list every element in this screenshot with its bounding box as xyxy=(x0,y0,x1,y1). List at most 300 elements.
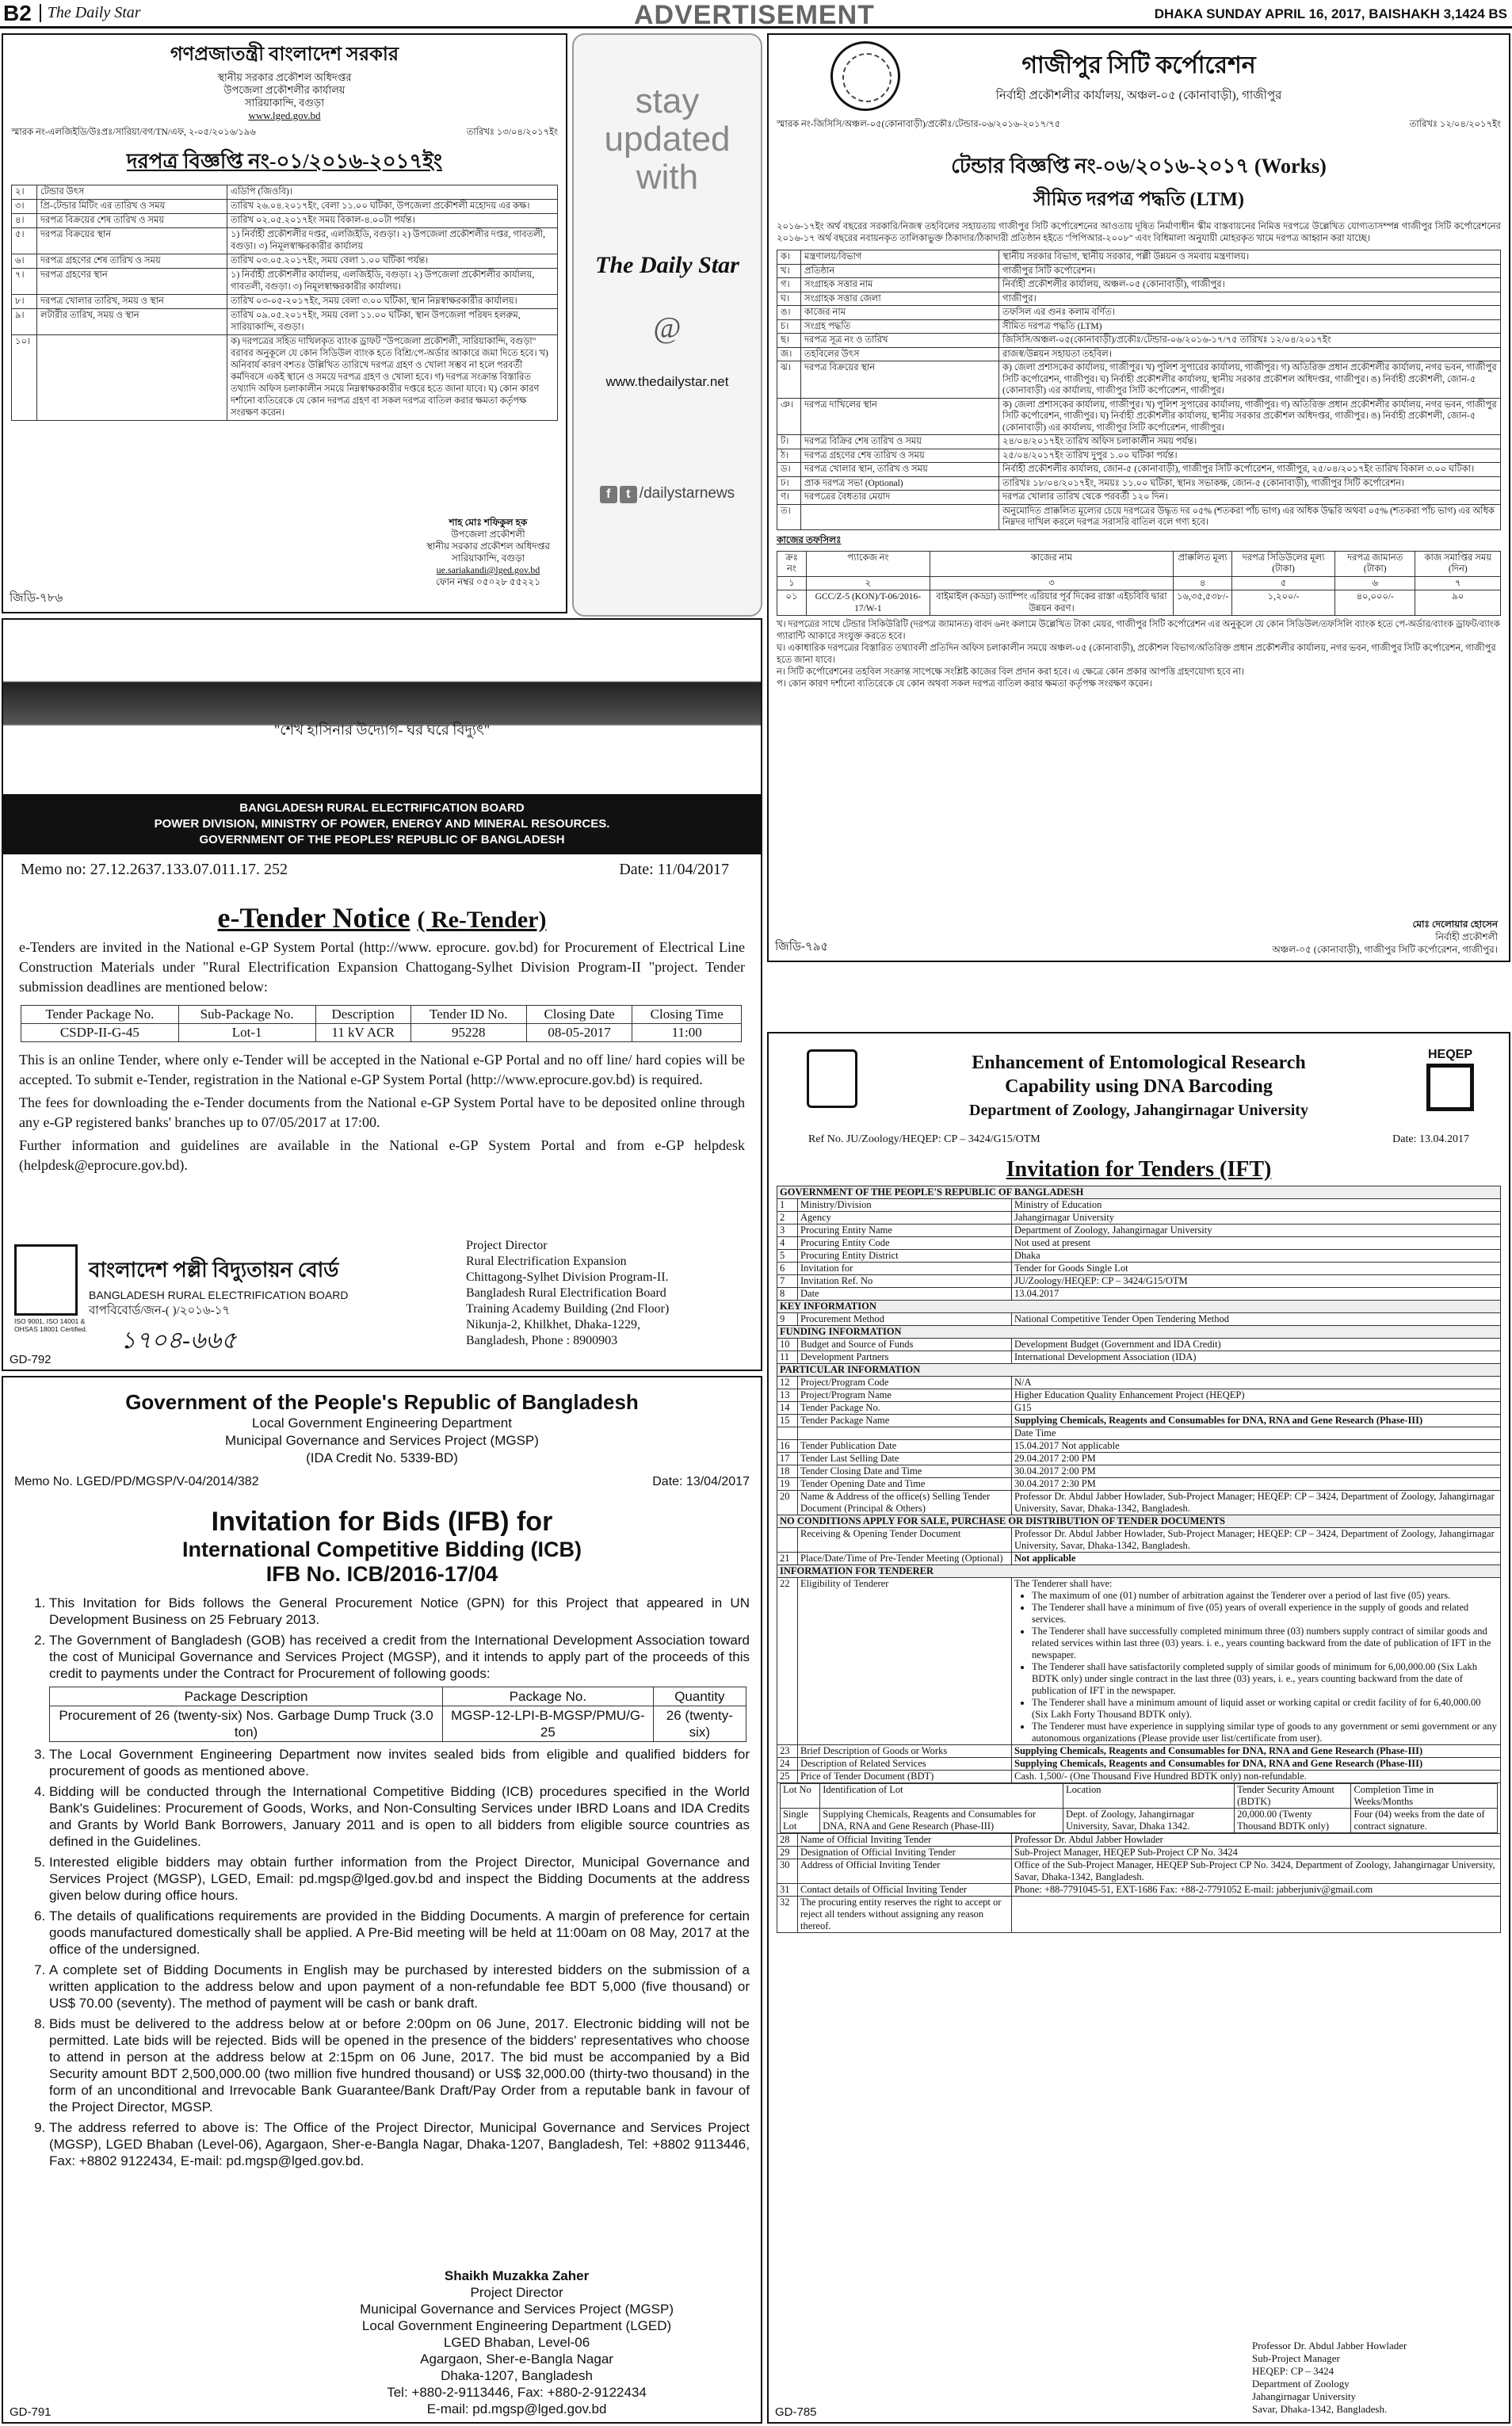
eligibility-item: • The Tenderer shall have successfully completed minimum three (03) numbers supply contract of similar goods and related services within last three (03) years. i. e., years counting backward from the date of publication of IFT in the newspaper. xyxy=(1032,1626,1498,1661)
table-cell: JU/Zoology/HEQEP: CP – 3424/G15/OTM xyxy=(1012,1275,1501,1288)
table-cell: ক) জেলা প্রশাসকের কার্যালয়, গাজীপুর। খ) পুলিশ সুপারের কার্যালয়, গাজীপুর। গ) অতিরিক্ত প্রধান প্রকৌশলীর কার্যালয়, নগর ভবন, গাজীপুর সিটি কর্পোরেশন, গাজীপুর। ঘ) নির্বাহী প্রকৌশলীর কার্যালয়, স্থানীয় সরকার প্রকৌশল অধিদপ্তর, গাজীপুর। ঙ) নির্বাহী প্রকৌশলী, জোন-৫ (কোনাবাড়ী) এর কার্যালয়, গাজীপুর সিটি কর্পোরেশন, গাজীপুর। xyxy=(999,398,1501,435)
table-cell: ৪। xyxy=(12,214,37,228)
table-cell: Contact details of Official Inviting Tender xyxy=(798,1884,1012,1897)
table-cell: 13.04.2017 xyxy=(1012,1288,1501,1301)
table-cell: অনুমোদিত প্রাক্কলিত মূল্যের চেয়ে দরপত্রের উদ্ধৃত দর ০৫% (শতকরা পাঁচ ভাগ) এর অধিক উদ্ধরি অথবা ০৫% (শতকরা পাঁচ ভাগ) এর অধিক নিম্নদর দাখিল করলে দরপত্র সরাসরি বাতিল বলে গণ্য হবে। xyxy=(999,504,1501,529)
breb-header-bar xyxy=(3,794,761,854)
table-row xyxy=(777,1453,1501,1465)
table-cell xyxy=(801,504,999,529)
table-row xyxy=(777,1884,1501,1897)
column-header: Location xyxy=(1063,1784,1235,1809)
table-cell: 19 xyxy=(777,1478,798,1491)
ad-code: GD-785 xyxy=(775,2405,817,2419)
ifb-clause xyxy=(49,1632,750,1742)
office-2: উপজেলা প্রকৌশলীর কার্যালয় xyxy=(223,84,346,96)
note: খ। দরপত্রের সাথে টেন্ডার সিকিউরিটি (দরপত্র জামানত) বাবদ ৬নং কলামে উল্লেখিত টাকা মেয়র, গাজীপুর সিটি কর্পোরেশন এর অনুকূলে যে কোন সিডিউল/তফসিলি ব্যাংক হতে পে-অর্ডার/ব্যাংক ড্রাফট/ব্যাংক গ্যারান্টি আকারে সংযুক্ত করতে হবে। xyxy=(777,620,1500,641)
pd-line: Project Director xyxy=(466,1239,548,1252)
ifb-number: IFB No. ICB/2016-17/04 xyxy=(265,1562,498,1586)
website-link[interactable]: www.thedailystar.net xyxy=(605,374,729,389)
table-cell: প্রতিষ্ঠান xyxy=(801,264,999,278)
signatory-block xyxy=(360,2267,674,2417)
table-cell: Not used at present xyxy=(1012,1237,1501,1250)
column-header: প্যাকেজ নং xyxy=(806,551,930,576)
table-cell: 11 kV ACR xyxy=(315,1024,410,1042)
table-cell: রাজস্ব/উন্নয়ন সহায়তা তহবিল। xyxy=(999,347,1501,361)
signatory-line: Jahangirnagar University xyxy=(1252,2390,1357,2402)
table-cell: ঘ। xyxy=(777,292,801,306)
table-cell: Project/Program Code xyxy=(798,1377,1012,1389)
signatory-name: মোঃ দেলোয়ার হোসেন xyxy=(1412,919,1498,930)
section-header: KEY INFORMATION xyxy=(777,1301,1501,1313)
table-cell: দরপত্র বিক্রয়ের স্থান xyxy=(801,361,999,399)
tender-title: টেন্ডার বিজ্ঞপ্তি নং-০৬/২০১৬-২০১৭ (Works) xyxy=(951,155,1327,178)
promo-line-1: stay xyxy=(635,82,700,120)
lot-table xyxy=(780,1783,1498,1833)
ifb-clause xyxy=(49,2015,750,2115)
table-cell: প্রাক দরপত্র সভা (Optional) xyxy=(801,476,999,491)
table-cell: Brief Description of Goods or Works xyxy=(798,1745,1012,1758)
breb-logo-icon xyxy=(14,1244,78,1316)
table-cell: ট। xyxy=(777,435,801,449)
page-number: B2 xyxy=(3,0,32,25)
bar-line-2: POWER DIVISION, MINISTRY OF POWER, ENERGY AND MINERAL RESOURCES. xyxy=(154,817,610,831)
table-cell: The procuring entity reserves the right to accept or reject all tenders without assigning any reason thereof. xyxy=(798,1897,1012,1933)
board-name-en: BANGLADESH RURAL ELECTRIFICATION BOARD xyxy=(89,1289,349,1301)
table-cell: Single Lot xyxy=(781,1809,820,1833)
table-cell: 30 xyxy=(777,1859,798,1884)
section-header: NO CONDITIONS APPLY FOR SALE, PURCHASE OR DISTRIBUTION OF TENDER DOCUMENTS xyxy=(777,1515,1501,1528)
table-cell: 31 xyxy=(777,1884,798,1897)
table-cell: ৭। xyxy=(12,269,37,295)
social-handle-text: /dailystarnews xyxy=(639,485,735,502)
table-row xyxy=(12,185,558,200)
table-cell: গ। xyxy=(777,278,801,292)
table-cell: Eligibility of Tenderer xyxy=(798,1578,1012,1745)
table-cell: 28 xyxy=(777,1834,798,1847)
table-row xyxy=(777,1237,1501,1250)
gazipur-schedule-table xyxy=(777,551,1501,617)
table-cell: খ। xyxy=(777,264,801,278)
table-cell: 30.04.2017 2:30 PM xyxy=(1012,1478,1501,1491)
table-cell: ঙ। xyxy=(777,306,801,320)
table-cell: Development Partners xyxy=(798,1351,1012,1364)
ad-heqep-ift xyxy=(767,1032,1510,2424)
table-cell: Department of Zoology, Jahangirnagar University xyxy=(1012,1224,1501,1237)
table-row xyxy=(777,1275,1501,1288)
column-header: Sub-Package No. xyxy=(178,1006,315,1024)
signatory-line: Department of Zoology xyxy=(1252,2378,1350,2390)
table-row xyxy=(777,264,1501,278)
table-cell: 15 xyxy=(777,1415,798,1427)
table-cell: এডিপি (জিওবি)। xyxy=(227,185,558,200)
table-cell: কাজের নাম xyxy=(801,306,999,320)
table-cell: Supplying Chemicals, Reagents and Consumables for DNA, RNA and Gene Research (Phase-III) xyxy=(1012,1745,1501,1758)
column-header: দরপত্র জামানত (টাকা) xyxy=(1335,551,1415,576)
table-cell: 3 xyxy=(777,1224,798,1237)
table-row xyxy=(777,334,1501,348)
column-header: কাজের নাম xyxy=(930,551,1173,576)
table-cell: 30.04.2017 2:00 PM xyxy=(1012,1465,1501,1478)
memo-date: Date: 11/04/2017 xyxy=(619,861,729,878)
table-row xyxy=(777,1440,1501,1453)
column-header: কাজ সমাপ্তির সময় (দিন) xyxy=(1415,551,1501,576)
column-header: Completion Time in Weeks/Months xyxy=(1351,1784,1498,1809)
table-cell: তারিখঃ ১৮/০৪/২০১৭ইং, সময়ঃ ১১.০০ ঘটিকা, স্থানঃ সভাকক্ষ, জোন-৫ (কোনাবাড়ী), গাজীপুর সিটি কর্পোরেশন। xyxy=(999,476,1501,491)
table-cell: 32 xyxy=(777,1897,798,1933)
signatory-office: স্থানীয় সরকার প্রকৌশল অধিদপ্তর xyxy=(426,541,550,552)
table-cell: 7 xyxy=(777,1275,798,1288)
table-cell xyxy=(1012,1897,1501,1933)
ad-code: GD-791 xyxy=(10,2405,52,2419)
ad-code: জিডি-৭৯৫ xyxy=(775,940,829,953)
table-row xyxy=(21,1024,742,1042)
table-cell: 11:00 xyxy=(632,1024,742,1042)
ifb-clause xyxy=(49,2119,750,2169)
notice-subtitle: ( Re-Tender) xyxy=(417,907,547,933)
table-row xyxy=(777,1389,1501,1402)
table-row xyxy=(777,1528,1501,1553)
table-row xyxy=(12,228,558,254)
paragraph-4: Further information and guidelines are available in the National e-GP System Portal and from e-GP helpdesk (helpdesk@eprocure.gov.bd). xyxy=(19,1137,745,1173)
section-row xyxy=(777,1515,1501,1528)
table-cell: National Competitive Tender Open Tendering Method xyxy=(1012,1313,1501,1326)
table-cell xyxy=(798,1427,1012,1440)
section-row xyxy=(777,1565,1501,1578)
heading-3: Department of Zoology, Jahangirnagar University xyxy=(969,1102,1308,1119)
table-row xyxy=(12,200,558,214)
tender-method: সীমিত দরপত্র পদ্ধতি (LTM) xyxy=(1033,189,1244,210)
signatory-place: সারিয়াকান্দি, বগুড়া xyxy=(451,552,525,564)
table-cell: নির্বাহী প্রকৌশলীর কার্যালয়, জোন-৫ (কোনাবাড়ী), গাজীপুর সিটি কর্পোরেশন, গাজীপুর, ২৫/০৪/২০১৭ইং তারিখ বিকাল ৩.০০ ঘটিকা। xyxy=(999,463,1501,477)
ifb-clause xyxy=(49,1908,750,1958)
note: ঘ। একাধারিক দরপত্রের বিস্তারিত তথ্যাবলী প্রতিদিন অফিস চলাকালীন সময়ে অঞ্চল-০৫ (কোনাবাড়ী), প্রকৌশল বিভাগ/অতিরিক্ত প্রধান প্রকৌশলীর কার্যালয়, নগর ভবন, গাজীপুর সিটি কর্পোরেশন, গাজীপুর হতে জানা যাবে। xyxy=(777,644,1496,665)
social-handle[interactable] xyxy=(574,485,761,503)
table-row xyxy=(777,1553,1501,1565)
table-cell: Place/Date/Time of Pre-Tender Meeting (Optional) xyxy=(798,1553,1012,1565)
table-cell: 26 (twenty-six) xyxy=(653,1706,746,1742)
twitter-icon[interactable]: t xyxy=(620,486,637,503)
table-cell: দরপত্র বিক্রয়ের শেষ তারিখ ও সময় xyxy=(37,214,227,228)
table-cell xyxy=(37,335,227,421)
ifb-clause xyxy=(49,1746,750,1779)
table-cell: 22 xyxy=(777,1578,798,1745)
signatory-block xyxy=(1252,2340,1407,2416)
ref-handwritten: ১৭০৪-৬৬৫ xyxy=(120,1328,237,1354)
heqep-logo-icon xyxy=(1426,1064,1474,1111)
table-cell: 8 xyxy=(777,1288,798,1301)
table-row xyxy=(777,491,1501,505)
clause-text: Bidding will be conducted through the International Competitive Bidding (ICB) procedures specified in the World Bank's Guidelines: Procurement of Goods, Works, and Non-Consulting Services under IBRD Loans and IDA Credits and Grants by World Bank Borrowers, January 2011 and is open to all bidders from eligible source countries as defined in the Guidelines. xyxy=(49,1784,750,1849)
heading-2: Capability using DNA Barcoding xyxy=(1005,1076,1273,1097)
column-header: Description xyxy=(315,1006,410,1024)
table-cell: Project/Program Name xyxy=(798,1389,1012,1402)
section-header: INFORMATION FOR TENDERER xyxy=(777,1565,1501,1578)
column-number: ২ xyxy=(806,576,930,590)
section-title: ADVERTISEMENT xyxy=(634,0,875,30)
table-cell: ঞ। xyxy=(777,398,801,435)
ref-date: তারিখঃ ১৩/০৪/২০১৭ইং xyxy=(466,128,558,137)
table-row xyxy=(777,1427,1501,1440)
table-cell: ড। xyxy=(777,463,801,477)
column-number: ৬ xyxy=(1335,576,1415,590)
table-cell: Description of Related Services xyxy=(798,1758,1012,1771)
table-cell: Procuring Entity Name xyxy=(798,1224,1012,1237)
pd-line: Chittagong-Sylhet Division Program-II. xyxy=(466,1270,669,1284)
paragraph-1: e-Tenders are invited in the National e-GP System Portal (http://www. eprocure. gov.bd) for Procurement of Electrical Line Construction Materials under "Rural Electrification Expansion Chattogang-Sylhet Division Program-II "project. Tender submission deadlines are mentioned below: xyxy=(19,939,745,995)
table-cell: Procurement of 26 (twenty-six) Nos. Garbage Dump Truck (3.0 ton) xyxy=(50,1706,443,1742)
table-cell: Designation of Official Inviting Tender xyxy=(798,1847,1012,1859)
table-cell: 95228 xyxy=(410,1024,526,1042)
table-cell: ২। xyxy=(12,185,37,200)
section-row xyxy=(777,1301,1501,1313)
table-row xyxy=(777,1224,1501,1237)
table-cell: Budget and Source of Funds xyxy=(798,1339,1012,1351)
table-cell: Sub-Project Manager, HEQEP Sub-Project CP No. 3424 xyxy=(1012,1847,1501,1859)
table-cell: 6 xyxy=(777,1263,798,1275)
table-cell: ঠ। xyxy=(777,449,801,463)
table-cell: 21 xyxy=(777,1553,798,1565)
email-link[interactable]: ue.sariakandi@lged.gov.bd xyxy=(436,564,540,575)
section-row xyxy=(777,1326,1501,1339)
signatory-line: Local Government Engineering Department (LGED) xyxy=(361,2318,672,2333)
ifb-clause xyxy=(49,1962,750,2011)
table-cell: ৮। xyxy=(12,295,37,309)
lot-row xyxy=(777,1783,1501,1834)
gazipur-subtitle: নির্বাহী প্রকৌশলীর কার্যালয়, অঞ্চল-০৫ (কোনাবাড়ী), গাজীপুর xyxy=(995,90,1282,102)
table-row xyxy=(777,347,1501,361)
table-cell: Procuring Entity Code xyxy=(798,1237,1012,1250)
memo-number: Memo No. LGED/PD/MGSP/V-04/2014/382 xyxy=(14,1475,259,1488)
clause-text: The Government of Bangladesh (GOB) has received a credit from the International Development Association toward the cost of Municipal Governance and Services Project (MGSP), and it intends to apply part of the proceeds of this credit to payments under the Contract for Procurement of following goods: xyxy=(49,1633,750,1681)
slogan: "শেখ হাসিনার উদ্যোগ- ঘর ঘরে বিদ্যুৎ" xyxy=(273,722,491,738)
signatory-line: Shaikh Muzakka Zaher xyxy=(444,2268,590,2283)
signatory-line: Tel: +880-2-9113446, Fax: +880-2-9122434 xyxy=(387,2385,647,2400)
table-row xyxy=(777,1402,1501,1415)
table-cell: তারিখ ০৩-০৫-২০১৭ইং, সময় বেলা ৩.০০ ঘটিকা, স্থান নিম্নস্বাক্ষরকারীর কার্যালয়। xyxy=(227,295,558,309)
column-header: ক্রঃ নং xyxy=(777,551,807,576)
table-cell: Tender Package Name xyxy=(798,1415,1012,1427)
eligibility-item: • The Tenderer shall have a minimum of five (05) years of overall experience in the supply of goods and related services. xyxy=(1032,1602,1498,1626)
city-corporation-seal-icon xyxy=(830,41,900,111)
phone: ফোন নম্বর ০৫০২৮ ৫৫২২১ xyxy=(435,576,540,587)
table-row xyxy=(777,449,1501,463)
ref-bn: বাপবিবোর্ড/জন-( )/২০১৬-১৭ xyxy=(89,1305,231,1317)
schedule-label: কাজের তফসিলঃ xyxy=(777,533,842,545)
table-cell: দরপত্র বিক্রির শেষ তারিখ ও সময় xyxy=(801,435,999,449)
table-row xyxy=(777,1578,1501,1745)
eligibility-list xyxy=(1014,1590,1498,1744)
table-cell: 16 xyxy=(777,1440,798,1453)
table-cell: Tender Package No. xyxy=(798,1402,1012,1415)
table-header-row xyxy=(21,1006,742,1024)
table-cell: 23 xyxy=(777,1745,798,1758)
table-cell: তারিখ ০৩.০৫.২০১৭ইং, সময় বেলা ১.০০ ঘটিকা পর্যন্ত। xyxy=(227,254,558,269)
pd-line: Rural Electrification Expansion xyxy=(466,1255,627,1268)
table-row xyxy=(777,398,1501,435)
table-cell: Ministry of Education xyxy=(1012,1199,1501,1212)
gov-title: Government of the People's Republic of Bangladesh xyxy=(125,1390,639,1414)
heqep-badge: HEQEP xyxy=(1427,1048,1472,1061)
table-cell: Name & Address of the office(s) Selling Tender Document (Principal & Others) xyxy=(798,1491,1012,1515)
table-cell: 15.04.2017 Not applicable xyxy=(1012,1440,1501,1453)
ad-code: GD-792 xyxy=(10,1353,52,1366)
table-cell: GCC/Z-5 (KON)/T-06/2016-17/W-1 xyxy=(806,590,930,616)
table-row xyxy=(12,269,558,295)
signatory-line: LGED Bhaban, Level-06 xyxy=(443,2335,590,2350)
paragraph-2: This is an online Tender, where only e-Tender will be accepted in the National e-GP Portal and no off line/ hard copies will be accepted. To submit e-Tender, registration in the National e-GP System Portal (http://www.eprocure.gov.bd) is required. xyxy=(19,1052,745,1087)
table-cell: দরপত্র গ্রহণের শেষ তারিখ ও সময় xyxy=(801,449,999,463)
table-cell: টেন্ডার উৎস xyxy=(37,185,227,200)
signatory-office: অঞ্চল-০৫ (কোনাবাড়ী), গাজীপুর সিটি কর্পোরেশন, গাজীপুর। xyxy=(1272,944,1498,955)
table-cell: 29.04.2017 2:00 PM xyxy=(1012,1453,1501,1465)
table-cell: 24 xyxy=(777,1758,798,1771)
table-cell: Jahangirnagar University xyxy=(1012,1212,1501,1224)
table-cell: ৩। xyxy=(12,200,37,214)
signatory-line: Agargaon, Sher-e-Bangla Nagar xyxy=(420,2352,613,2367)
table-cell: গাজীপুর। xyxy=(999,292,1501,306)
table-cell: বাইমাইল (কড্ডা) ড্যাম্পিং এরিয়ার পূর্ব দিকের রাস্তা এইচবিবি দ্বারা উন্নয়ন করণ। xyxy=(930,590,1173,616)
table-cell: Supplying Chemicals, Reagents and Consumables for DNA, RNA and Gene Research (Phase-III) xyxy=(820,1809,1063,1833)
table-cell: Tender for Goods Single Lot xyxy=(1012,1263,1501,1275)
table-cell: ঢ। xyxy=(777,476,801,491)
table-row xyxy=(777,292,1501,306)
bar-line-1: BANGLADESH RURAL ELECTRIFICATION BOARD xyxy=(239,801,525,815)
table-cell: নির্বাহী প্রকৌশলীর কার্যালয়, অঞ্চল-০৫ (কোনাবাড়ী), গাজীপুর। xyxy=(999,278,1501,292)
table-cell: ঝ। xyxy=(777,361,801,399)
bar-line-3: GOVERNMENT OF THE PEOPLES' REPUBLIC OF BANGLADESH xyxy=(199,833,565,846)
heqep-table xyxy=(777,1186,1501,1933)
table-cell: ২৪/০৪/২০১৭ইং তারিখ অফিস চলাকালীন সময় পর্যন্ত। xyxy=(999,435,1501,449)
dept: Local Government Engineering Department xyxy=(252,1415,512,1431)
table-cell xyxy=(777,1427,798,1440)
table-header-row xyxy=(781,1784,1498,1809)
column-number: ৭ xyxy=(1415,576,1501,590)
notice-title: e-Tender Notice xyxy=(217,902,410,934)
website[interactable]: www.lged.gov.bd xyxy=(248,109,321,121)
table-cell: প্রি-টেন্ডার মিটিং এর তারিখ ও সময় xyxy=(37,200,227,214)
table-cell: ১০। xyxy=(12,335,37,421)
ifb-clause xyxy=(49,1783,750,1850)
table-cell: MGSP-12-LPI-B-MGSP/PMU/G-25 xyxy=(443,1706,654,1742)
table-cell: সংগ্রাহক সত্তার নাম xyxy=(801,278,999,292)
gazipur-table xyxy=(777,250,1501,530)
board-name-bn: বাংলাদেশ পল্লী বিদ্যুতায়ন বোর্ড xyxy=(89,1259,339,1282)
table-cell: দরপত্র গ্রহণের স্থান xyxy=(37,269,227,295)
table-cell: Professor Dr. Abdul Jabber Howlader xyxy=(1012,1834,1501,1847)
table-cell: দরপত্রের বৈধতার মেয়াদ xyxy=(801,491,999,505)
table-cell: ০১ xyxy=(777,590,807,616)
section-row xyxy=(777,1364,1501,1377)
pd-line: Nikunja-2, Khilkhet, Dhaka-1229, xyxy=(466,1318,640,1331)
table-header-row xyxy=(50,1687,746,1706)
paragraph-3: The fees for downloading the e-Tender documents from the National e-GP System Portal have to be deposited online through any e-GP registered banks' branches up to 07/05/2017 at 17:00. xyxy=(19,1095,745,1130)
table-row xyxy=(777,306,1501,320)
table-row xyxy=(777,1263,1501,1275)
table-cell: Supplying Chemicals, Reagents and Consumables for DNA, RNA and Gene Research (Phase-III) xyxy=(1012,1415,1501,1427)
ad-gazipur-tender xyxy=(767,33,1510,962)
table-cell: ক) জেলা প্রশাসকের কার্যালয়, গাজীপুর। খ) পুলিশ সুপারের কার্যালয়, গাজীপুর। গ) অতিরিক্ত প্রধান প্রকৌশলীর কার্যালয়, নগর ভবন, গাজীপুর সিটি কর্পোরেশন, গাজীপুর। ঘ) নির্বাহী প্রকৌশলীর কার্যালয়, স্থানীয় সরকার প্রকৌশল অধিদপ্তর, গাজীপুর। ঙ) নির্বাহী প্রকৌশলী, জোন-৫ (কোনাবাড়ী) এর কার্যালয়, গাজীপুর সিটি কর্পোরেশন, গাজীপুর। xyxy=(999,361,1501,399)
table-row xyxy=(777,1351,1501,1364)
table-header-row xyxy=(777,551,1501,576)
table-cell: 25 xyxy=(777,1771,798,1783)
section-header: FUNDING INFORMATION xyxy=(777,1326,1501,1339)
table-row xyxy=(12,309,558,335)
table-cell: ক) দরপত্রের সহিত দাখিলকৃত ব্যাংক ড্রাফট "উপজেলা প্রকৌশলী, সারিয়াকান্দি, বগুড়া" বরাবর অনুকূলে যে কোন সিডিউল ব্যাংক হতে বিশ্রি/পে-অর্ডার আকারে জমা দিতে হবে। খ) অনিবার্য কারণ বশতঃ উল্লিখিত তারিখে দরপত্র গ্রহণ ও খোলা সম্ভব না হলে পরবর্তী কর্মদিবসে একই স্থানে ও সময়ে দরপত্র গ্রহণ ও খোলা হবে। গ) দরপত্র সংক্রান্ত বিস্তারিত তথ্যাদি অফিস চলাকালীন সময়ে নিম্নস্বাক্ষরকারীর দপ্তরে হতে জানা যাবে। ঘ) কোন কারণ দর্শানো ব্যতিরেকে যে কোন দরপত্র গ্রহণ বা সকল দরপত্র বাতিল করার ক্ষমতা কর্তৃপক্ষ সংরক্ষণ করেন। xyxy=(227,335,558,421)
ref-date: তারিখঃ ১২/০৪/২০১৭ইং xyxy=(1409,120,1501,129)
table-row xyxy=(777,435,1501,449)
table-row xyxy=(777,1478,1501,1491)
column-header: Closing Date xyxy=(526,1006,632,1024)
ad-code: জিডি-৭৮৬ xyxy=(10,591,63,605)
clause-text: Interested eligible bidders may obtain further information from the Project Director, Municipal Governance and Services Project (MGSP), LGED, Email: pd.mgsp@lged.gov.bd and inspect the Bidding Documents at the address given below during office hours. xyxy=(49,1855,750,1903)
project: Municipal Governance and Services Project (MGSP) xyxy=(225,1433,539,1448)
paper-name: The Daily Star xyxy=(40,4,141,22)
ifb-subtitle: International Competitive Bidding (ICB) xyxy=(182,1538,582,1561)
table-cell: Supplying Chemicals, Reagents and Consumables for DNA, RNA and Gene Research (Phase-III) xyxy=(1012,1758,1501,1771)
column-header: Tender ID No. xyxy=(410,1006,526,1024)
ida-credit: (IDA Credit No. 5339-BD) xyxy=(306,1450,458,1465)
facebook-icon[interactable]: f xyxy=(600,486,617,503)
table-cell: দরপত্র দাখিলের স্থান xyxy=(801,398,999,435)
table-cell: 10 xyxy=(777,1339,798,1351)
table-cell: 20 xyxy=(777,1491,798,1515)
table-row xyxy=(781,1809,1498,1833)
notice-title: দরপত্র বিজ্ঞপ্তি নং-০১/২০১৬-২০১৭ইং xyxy=(126,150,443,173)
column-header: Identification of Lot xyxy=(820,1784,1063,1809)
table-cell: Cash. 1,500/- (One Thousand Five Hundred BDTK only) non-refundable. xyxy=(1012,1771,1501,1783)
column-header: Package No. xyxy=(443,1687,654,1706)
table-cell: Four (04) weeks from the date of contract signature. xyxy=(1351,1809,1498,1833)
table-row xyxy=(12,295,558,309)
table-cell: International Development Association (IDA) xyxy=(1012,1351,1501,1364)
masthead xyxy=(0,0,1512,29)
table-cell: দরপত্র বিক্রয়ের স্থান xyxy=(37,228,227,254)
table-cell: Professor Dr. Abdul Jabber Howlader, Sub-Project Manager; HEQEP: CP – 3424, Department of Zoology, Jahangirnagar University, Savar, Dhaka-1342, Bangladesh. xyxy=(1012,1528,1501,1553)
column-header: Quantity xyxy=(653,1687,746,1706)
signatory-title: উপজেলা প্রকৌশলী xyxy=(451,529,525,540)
table-cell: 4 xyxy=(777,1237,798,1250)
table-cell: 20,000.00 (Twenty Thousand BDTK only) xyxy=(1235,1809,1351,1833)
column-number: ১ xyxy=(777,576,807,590)
table-row xyxy=(777,278,1501,292)
table-cell: ১৬,৩৫,৫৩৮/- xyxy=(1174,590,1232,616)
table-cell: গাজীপুর সিটি কর্পোরেশন। xyxy=(999,264,1501,278)
email-link[interactable]: E-mail: pd.mgsp@lged.gov.bd xyxy=(426,2401,607,2416)
table-row xyxy=(777,1288,1501,1301)
clause-text: The details of qualifications requirements are provided in the Bidding Documents. A margin of preference for certain goods manufactured domestically shall be applied. A Pre-Bid meeting will be held at 11:00am on 08 May, 2017 at the office of the undersigned. xyxy=(49,1908,750,1957)
dateline: DHAKA SUNDAY APRIL 16, 2017, BAISHAKH 3,1424 BS xyxy=(1154,6,1507,21)
table-cell: সংগ্রহ পদ্ধতি xyxy=(801,319,999,334)
table-cell: Date xyxy=(798,1288,1012,1301)
column-header: Package Description xyxy=(50,1687,443,1706)
table-cell: ক। xyxy=(777,250,801,265)
table-row xyxy=(777,1415,1501,1427)
heading-1: Enhancement of Entomological Research xyxy=(972,1053,1306,1073)
column-number: ৫ xyxy=(1232,576,1335,590)
table-row xyxy=(777,1897,1501,1933)
university-logo-icon xyxy=(807,1049,857,1108)
table-cell: Not applicable xyxy=(1012,1553,1501,1565)
project-director-block xyxy=(466,1238,669,1349)
eligibility-cell xyxy=(1012,1578,1501,1745)
column-header: Closing Time xyxy=(632,1006,742,1024)
table-cell: Invitation Ref. No xyxy=(798,1275,1012,1288)
signatory-line: Savar, Dhaka-1342, Bangladesh. xyxy=(1252,2403,1388,2415)
ref-date: Date: 13.04.2017 xyxy=(1392,1133,1469,1145)
table-cell: Lot-1 xyxy=(178,1024,315,1042)
column-number: ৩ xyxy=(930,576,1173,590)
table-cell: Dept. of Zoology, Jahangirnagar University, Savar, Dhaka 1342. xyxy=(1063,1809,1235,1833)
